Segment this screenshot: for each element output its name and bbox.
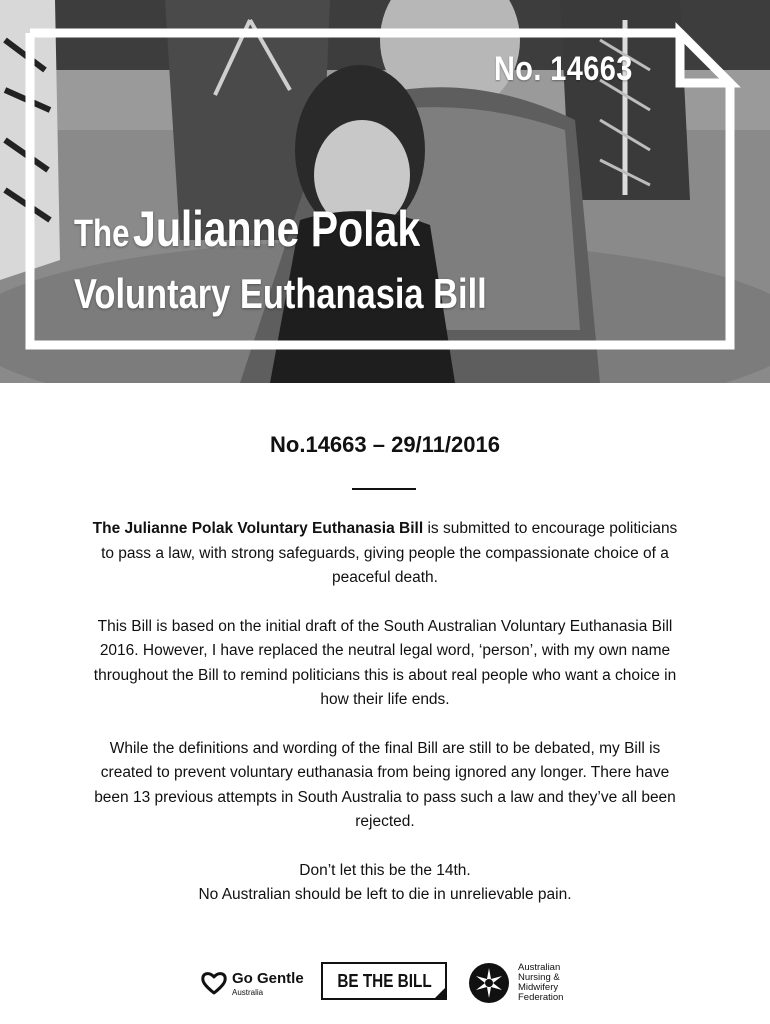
bill-name-bold: The Julianne Polak Voluntary Euthanasia Bill	[92, 520, 424, 537]
go-gentle-logo[interactable]	[200, 968, 310, 998]
hero-title-name: Julianne Polak	[133, 201, 421, 257]
paragraph-intro	[85, 517, 685, 591]
be-the-bill-logo[interactable]	[321, 962, 447, 1000]
folded-corner-icon	[433, 986, 447, 1000]
hero-title	[74, 200, 420, 258]
heart-icon	[200, 971, 228, 995]
paragraph-history: While the definitions and wording of the final Bill are still to be debated, my Bill is created to prevent voluntary euthanasia from being ignored any longer. There have been 13 previous attempts in South Australia to pass such a law and they’ve all been rejected.	[94, 739, 676, 830]
paragraph-basis: This Bill is based on the initial draft of the South Australian Voluntary Euthanasia Bill 2016. However, I have replaced the neutral legal word, ‘person’, with my own name throughout the Bill to remind politicians this is about real people who want a choice in how their life ends.	[93, 617, 677, 708]
bill-number-label: No. 14663	[494, 50, 633, 88]
anmf-line: Federation	[518, 992, 564, 1003]
document-heading: No.14663 – 29/11/2016	[270, 432, 500, 457]
document-body	[85, 517, 685, 932]
hero-banner	[0, 0, 770, 383]
heading-divider	[352, 488, 416, 490]
footer-logos	[0, 958, 770, 1008]
anmf-line: Nursing &	[518, 972, 560, 983]
hero-frame	[0, 0, 770, 383]
anmf-line: Midwifery	[518, 982, 559, 993]
anmf-name	[518, 963, 563, 1003]
anmf-emblem-icon[interactable]	[468, 962, 510, 1004]
closing-line-2: No Australian should be left to die in unrelievable pain.	[198, 886, 572, 903]
hero-subtitle: Voluntary Euthanasia Bill	[74, 270, 487, 317]
anmf-line: Australian	[518, 962, 561, 973]
closing-line-1: Don’t let this be the 14th.	[299, 861, 471, 879]
go-gentle-sub: Australia	[232, 988, 264, 997]
paragraph-intro-rest: is submitted to encourage politicians to pass a law, with strong safeguards, giving people the compassionate choice of a peaceful death.	[101, 520, 678, 586]
hero-title-prefix: The	[74, 213, 130, 255]
paragraph-closing	[85, 859, 685, 908]
go-gentle-name: Go Gentle	[232, 970, 304, 987]
be-the-bill-label: BE THE BILL	[336, 970, 432, 991]
